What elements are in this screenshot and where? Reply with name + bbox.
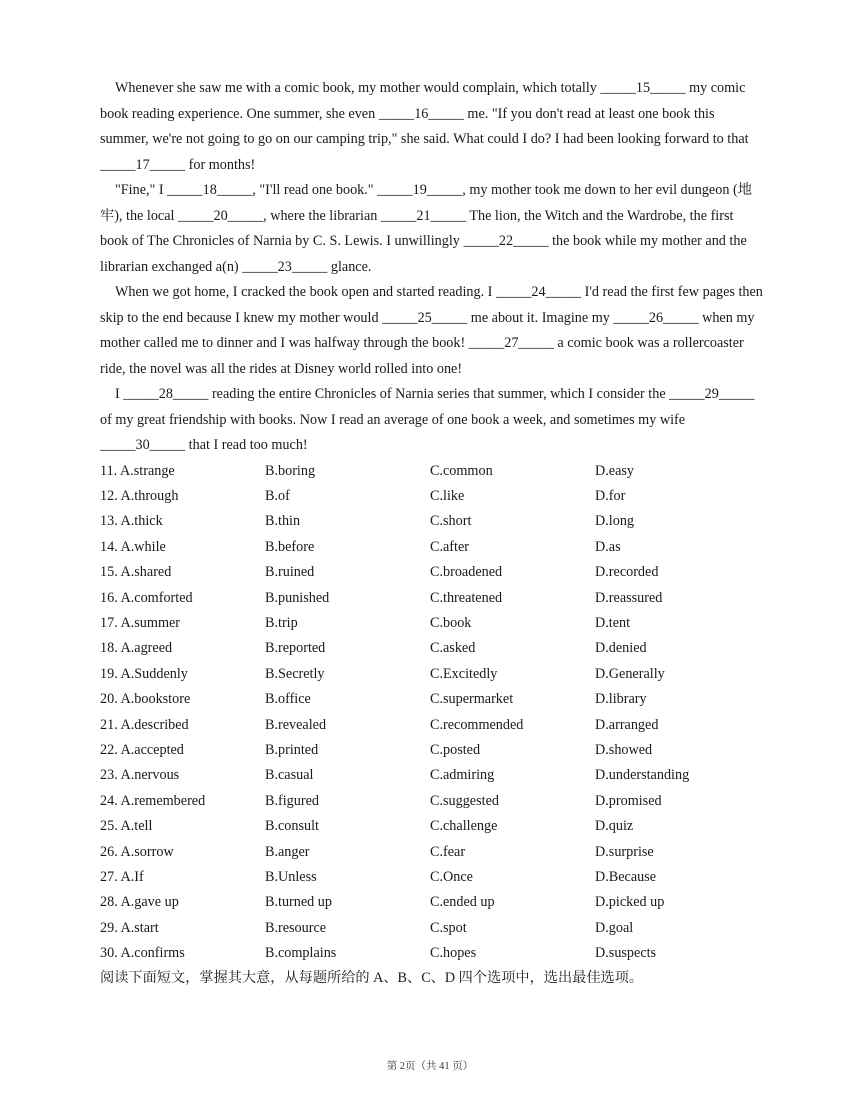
option-c: C.posted [430, 741, 481, 758]
option-c: C.Once [430, 868, 473, 885]
option-b: B.resource [265, 919, 327, 936]
option-d: D.for [595, 488, 626, 505]
option-d: D.Because [595, 868, 657, 885]
option-c: C.admiring [430, 767, 495, 784]
option-a: 17. A.summer [100, 615, 180, 632]
option-row [100, 763, 765, 788]
option-d: D.goal [595, 919, 634, 936]
option-d: D.suspects [595, 945, 657, 962]
option-b: B.revealed [265, 716, 327, 733]
option-d: D.reassured [595, 589, 663, 606]
option-c: C.threatened [430, 589, 503, 606]
paragraph-text: Whenever she saw me with a comic book, my mother would complain, which totally _____15_____ my comic book reading experience. One summer, she even _____16_____ me. "If you don't read at least one book this summer, we're not going to go on our camping trip," she said. What could I do? I had been looking forward to that _____17_____ for months! [100, 80, 749, 173]
option-c: C.after [430, 538, 469, 555]
option-c: C.fear [430, 843, 466, 860]
option-a: 23. A.nervous [100, 767, 180, 784]
option-c: C.spot [430, 919, 467, 936]
option-b: B.consult [265, 818, 319, 835]
option-b: B.office [265, 691, 311, 708]
option-row [100, 814, 765, 839]
option-d: D.surprise [595, 843, 654, 860]
option-c: C.broadened [430, 564, 503, 581]
option-b: B.trip [265, 615, 298, 632]
option-row [100, 509, 765, 534]
option-row [100, 865, 765, 890]
option-c: C.recommended [430, 716, 524, 733]
option-a: 13. A.thick [100, 513, 163, 530]
option-d: D.easy [595, 462, 635, 479]
option-b: B.figured [265, 792, 319, 809]
passage-paragraph-3 [100, 280, 765, 382]
option-a: 16. A.comforted [100, 589, 193, 606]
paragraph-text: "Fine," I _____18_____, "I'll read one book." _____19_____, my mother took me down to her evil dungeon (地牢), the local _____20_____, where the librarian _____21_____ The lion, the Witch and the Wardrobe, the first book of The Chronicles of Narnia by C. S. Lewis. I unwillingly _____22_____ the book while my mother and the librarian exchanged a(n) _____23_____ glance. [100, 182, 752, 275]
option-a: 19. A.Suddenly [100, 665, 188, 682]
option-b: B.reported [265, 640, 326, 657]
option-d: D.showed [595, 741, 653, 758]
option-c: C.ended up [430, 894, 495, 911]
option-c: C.suggested [430, 792, 499, 809]
option-row [100, 941, 765, 966]
option-d: D.denied [595, 640, 647, 657]
option-a: 12. A.through [100, 488, 179, 505]
option-d: D.quiz [595, 818, 634, 835]
option-a: 11. A.strange [100, 462, 175, 479]
option-b: B.printed [265, 741, 319, 758]
page-footer: 第 2页（共 41 页） [386, 1061, 474, 1072]
option-b: B.Unless [265, 868, 317, 885]
option-a: 30. A.confirms [100, 945, 185, 962]
option-a: 14. A.while [100, 538, 166, 555]
option-b: B.punished [265, 589, 330, 606]
option-b: B.complains [265, 945, 337, 962]
option-a: 26. A.sorrow [100, 843, 174, 860]
passage-paragraph-1 [100, 76, 765, 178]
paragraph-text: When we got home, I cracked the book open and started reading. I _____24_____ I'd read the first few pages then skip to the end because I knew my mother would _____25_____ me about it. Imagine my _____26_____ when my mother called me to dinner and I was halfway through the book! _____27_____ a comic book was a rollercoaster ride, the novel was all the rides at Disney world rolled into one! [100, 284, 763, 377]
option-c: C.short [430, 513, 472, 530]
option-c: C.Excitedly [430, 665, 498, 682]
option-row [100, 636, 765, 661]
option-b: B.ruined [265, 564, 315, 581]
option-row [100, 662, 765, 687]
option-b: B.before [265, 538, 315, 555]
option-row [100, 459, 765, 484]
option-a: 20. A.bookstore [100, 691, 191, 708]
option-b: B.anger [265, 843, 310, 860]
option-a: 21. A.described [100, 716, 189, 733]
option-c: C.hopes [430, 945, 477, 962]
document-body [100, 76, 765, 992]
option-a: 18. A.agreed [100, 640, 173, 657]
option-d: D.tent [595, 615, 631, 632]
passage-paragraph-4 [100, 382, 765, 459]
option-row [100, 560, 765, 585]
option-a: 29. A.start [100, 919, 159, 936]
option-c: C.challenge [430, 818, 498, 835]
option-b: B.turned up [265, 894, 332, 911]
option-b: B.Secretly [265, 665, 325, 682]
option-a: 24. A.remembered [100, 792, 206, 809]
option-c: C.like [430, 488, 465, 505]
option-row [100, 712, 765, 737]
option-row [100, 839, 765, 864]
option-d: D.as [595, 538, 621, 555]
option-row [100, 789, 765, 814]
option-row [100, 484, 765, 509]
option-d: D.understanding [595, 767, 690, 784]
option-d: D.promised [595, 792, 662, 809]
paragraph-text: I _____28_____ reading the entire Chronicles of Narnia series that summer, which I consider the _____29_____ of my great friendship with books. Now I read an average of one book a week, and sometimes my wife _____30_____ that I read too much! [100, 386, 755, 453]
option-b: B.of [265, 488, 290, 505]
option-c: C.asked [430, 640, 476, 657]
option-d: D.long [595, 513, 635, 530]
option-b: B.boring [265, 462, 316, 479]
passage-paragraph-2 [100, 178, 765, 280]
option-row [100, 738, 765, 763]
option-c: C.common [430, 462, 493, 479]
option-d: D.Generally [595, 665, 665, 682]
option-row [100, 611, 765, 636]
option-b: B.thin [265, 513, 301, 530]
option-a: 15. A.shared [100, 564, 172, 581]
option-d: D.picked up [595, 894, 665, 911]
option-a: 25. A.tell [100, 818, 153, 835]
option-row [100, 687, 765, 712]
option-d: D.library [595, 691, 647, 708]
option-d: D.arranged [595, 716, 659, 733]
option-row [100, 916, 765, 941]
option-c: C.supermarket [430, 691, 514, 708]
option-d: D.recorded [595, 564, 659, 581]
option-a: 28. A.gave up [100, 894, 179, 911]
option-c: C.book [430, 615, 472, 632]
option-row [100, 585, 765, 610]
option-row [100, 890, 765, 915]
option-a: 27. A.If [100, 868, 144, 885]
reading-instruction: 阅读下面短文，掌握其大意，从每题所给的 A、B、C、D 四个选项中，选出最佳选项。 [100, 970, 644, 987]
option-a: 22. A.accepted [100, 741, 184, 758]
answer-options-table [100, 459, 765, 967]
option-b: B.casual [265, 767, 314, 784]
option-row [100, 535, 765, 560]
